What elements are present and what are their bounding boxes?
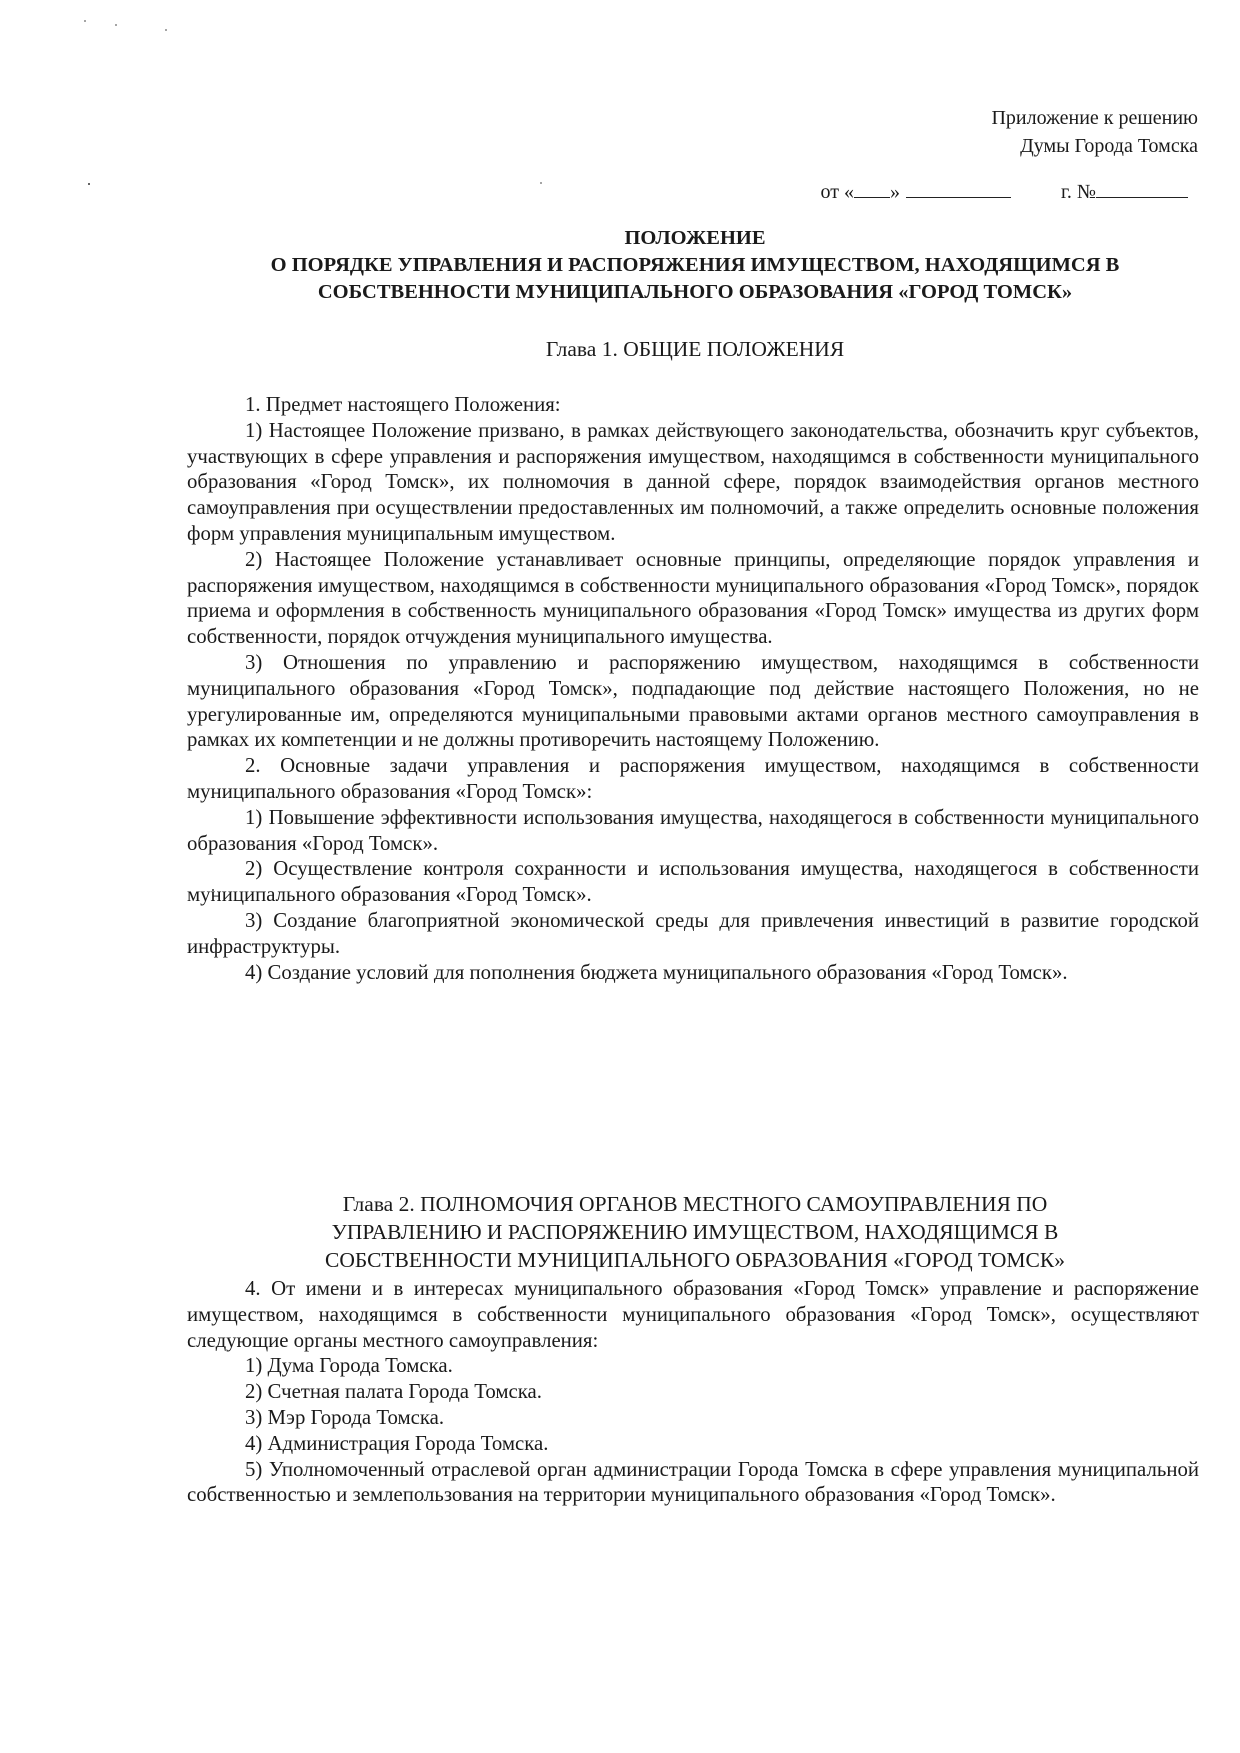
paragraph: 2) Осуществление контроля сохранности и использования имущества, находящегося в собственности муниципального образования «Город Томск». xyxy=(187,857,1199,907)
paragraph: 2) Настоящее Положение устанавливает основные принципы, определяющие порядок управления и распоряжения имуществом, находящимся в собственности муниципального образования «Город Томск», порядок приема и оформления в собственность муниципального образования «Город Томск» имущества из других форм собственности, порядок отчуждения муниципального имущества. xyxy=(187,547,1199,649)
chapter-2-heading xyxy=(190,1190,1200,1274)
list-item: 4) Администрация Города Томска. xyxy=(245,1431,549,1455)
paragraph: 1) Настоящее Положение призвано, в рамках действующего законодательства, обозначить круг субъектов, участвующих в сфере управления и распоряжения имуществом, находящимся в собственности муниципального образования «Город Томск», их полномочия в данной сфере, порядок взаимодействия органов местного самоуправления при осуществлении предоставленных им полномочий, а также определить основные положения форм управления муниципальным имуществом. xyxy=(187,418,1199,545)
date-mid: » xyxy=(889,181,900,203)
list-item: 2) Счетная палата Города Томска. xyxy=(245,1380,542,1404)
day-blank xyxy=(854,177,890,198)
paragraph: 1. Предмет настоящего Положения: xyxy=(245,393,561,416)
title-line-3: СОБСТВЕННОСТИ МУНИЦИПАЛЬНОГО ОБРАЗОВАНИЯ «ГОРОД ТОМСК» xyxy=(317,281,1073,303)
paragraph: 3) Отношения по управлению и распоряжению имуществом, находящимся в собственности муниципального образования «Город Томск», подпадающие под действие настоящего Положения, но не урегулированные им, определяются муниципальными правовыми актами органов местного самоуправления в рамках их компетенции и не должны противоречить настоящему Положению. xyxy=(187,650,1199,752)
decision-date-number-line xyxy=(820,177,1188,206)
chapter-1-body xyxy=(187,392,1199,985)
paragraph: 3) Создание благоприятной экономической среды для привлечения инвестиций в развитие городской инфраструктуры. xyxy=(187,908,1199,958)
number-label: г. № xyxy=(1060,181,1096,203)
scan-speck xyxy=(540,182,542,184)
appendix-line-2: Думы Города Томска xyxy=(1020,135,1198,157)
appendix-note xyxy=(991,104,1198,160)
number-blank xyxy=(1096,177,1188,198)
list-item: 3) Мэр Города Томска. xyxy=(245,1405,445,1429)
paragraph: 2. Основные задачи управления и распоряжения имуществом, находящимся в собственности муниципального образования «Город Томск»: xyxy=(187,754,1199,803)
scan-speck xyxy=(115,24,117,26)
paragraph: 4) Создание условий для пополнения бюджета муниципального образования «Город Томск». xyxy=(245,960,1068,984)
chapter-2-heading-line-1: Глава 2. ПОЛНОМОЧИЯ ОРГАНОВ МЕСТНОГО САМОУПРАВЛЕНИЯ ПО xyxy=(342,1192,1048,1216)
document-title xyxy=(190,225,1200,306)
scan-speck xyxy=(84,20,86,22)
chapter-2-body xyxy=(187,1276,1199,1508)
chapter-2-heading-line-2: УПРАВЛЕНИЮ И РАСПОРЯЖЕНИЮ ИМУЩЕСТВОМ, НАХОДЯЩИМСЯ В xyxy=(331,1220,1059,1244)
chapter-2-heading-line-3: СОБСТВЕННОСТИ МУНИЦИПАЛЬНОГО ОБРАЗОВАНИЯ «ГОРОД ТОМСК» xyxy=(325,1248,1065,1272)
date-prefix: от « xyxy=(820,181,854,203)
month-blank xyxy=(906,177,1011,198)
list-item: 5) Уполномоченный отраслевой орган администрации Города Томска в сфере управления муниципальной собственностью и землепользования на территории муниципального образования «Город Томск». xyxy=(187,1457,1199,1507)
chapter-1-heading: Глава 1. ОБЩИЕ ПОЛОЖЕНИЯ xyxy=(545,337,845,361)
title-line-2: О ПОРЯДКЕ УПРАВЛЕНИЯ И РАСПОРЯЖЕНИЯ ИМУЩЕСТВОМ, НАХОДЯЩИМСЯ В xyxy=(270,254,1120,276)
list-item: 1) Дума Города Томска. xyxy=(245,1354,453,1378)
appendix-line-1: Приложение к решению xyxy=(991,107,1198,129)
scan-speck xyxy=(165,29,167,31)
scan-speck xyxy=(88,183,90,185)
paragraph: 4. От имени и в интересах муниципального образования «Город Томск» управление и распоряжение имуществом, находящимся в собственности муниципального образования «Город Томск», осуществляют следующие органы местного самоуправления: xyxy=(187,1277,1199,1352)
paragraph: 1) Повышение эффективности использования имущества, находящегося в собственности муниципального образования «Город Томск». xyxy=(187,805,1199,855)
title-line-1: ПОЛОЖЕНИЕ xyxy=(624,227,766,249)
